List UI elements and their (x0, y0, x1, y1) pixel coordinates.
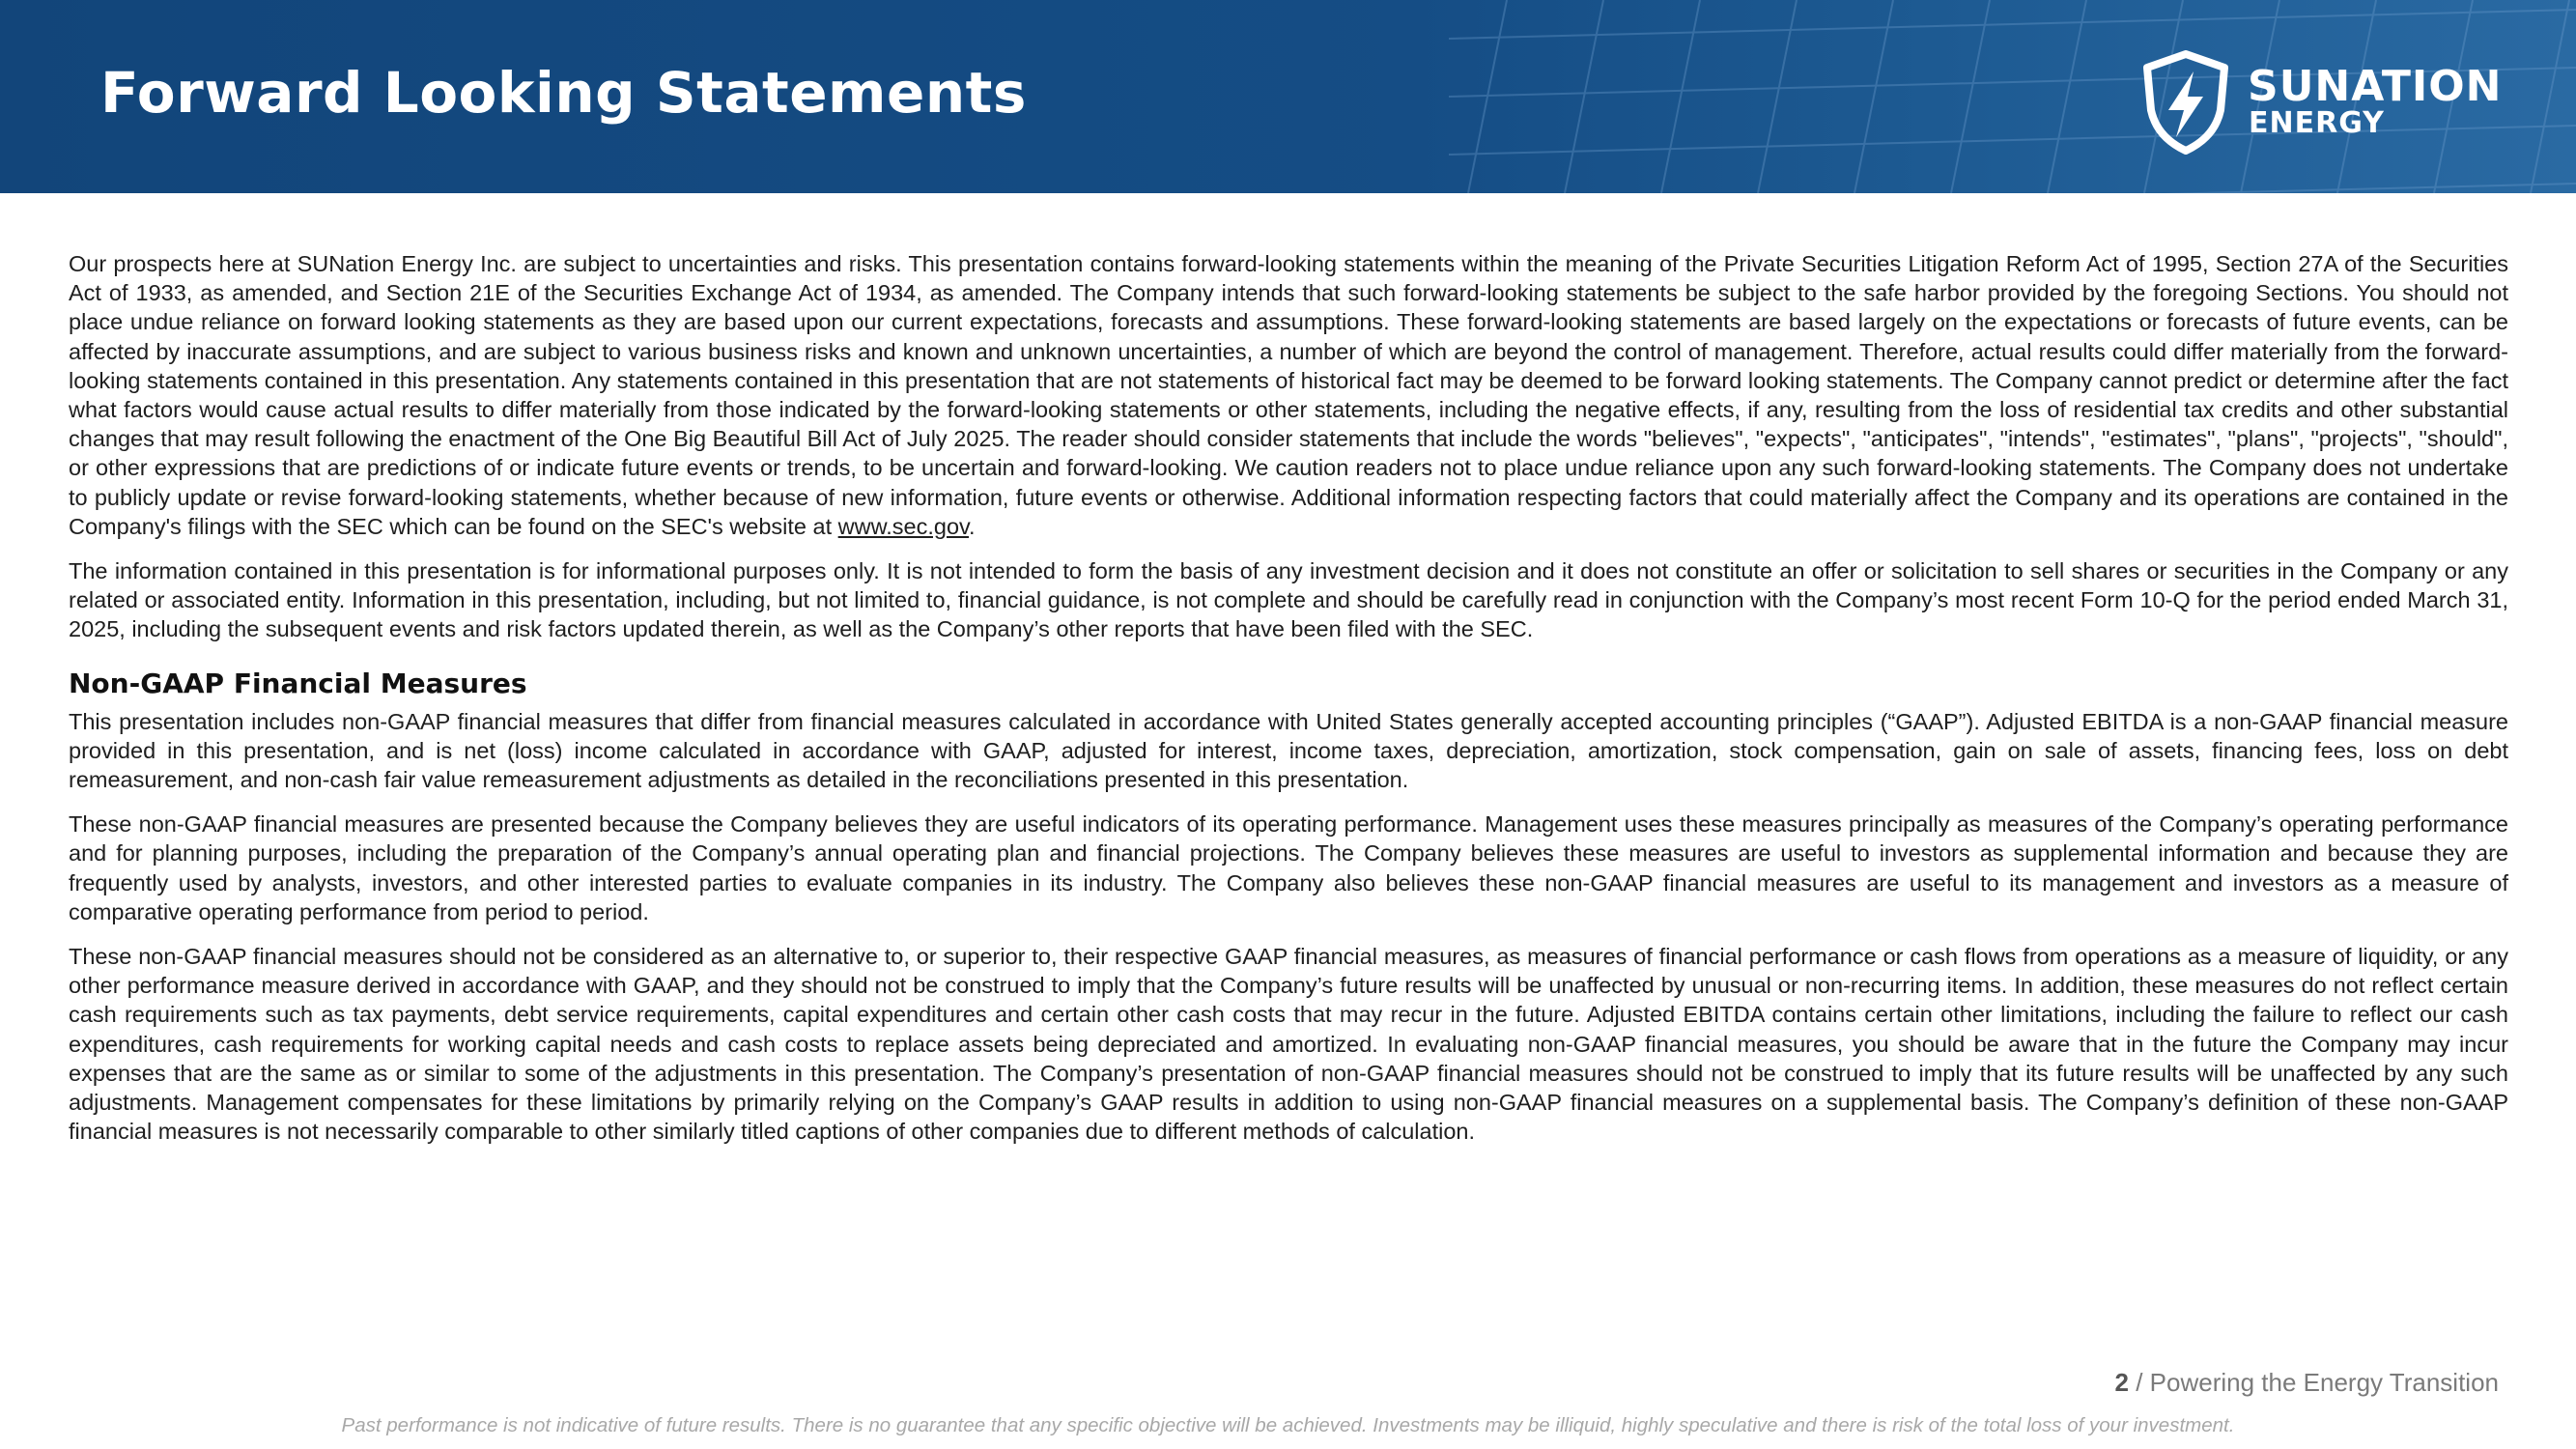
footer-disclaimer: Past performance is not indicative of future results. There is no guarantee that any specific objective will be achieved. Investments may be illiquid, highly speculative and there is risk of the total loss of your investment. (341, 1414, 2235, 1436)
non-gaap-paragraph-3: These non-GAAP financial measures should not be considered as an alternative to, or superior to, their respective GAAP financial measures, as measures of financial performance or cash flows from operations as a measure of liquidity, or any other performance measure derived in accordance with GAAP, and they should not be construed to imply that the Company’s future results will be unaffected by unusual or non-recurring items. In addition, these measures do not reflect certain cash requirements such as tax payments, debt service requirements, capital expenditures and certain other cash costs that may recur in the future. Adjusted EBITDA contains certain other limitations, including the failure to reflect our cash expenditures, cash requirements for working capital needs and cash costs to replace assets being depreciated and amortized. In evaluating non-GAAP financial measures, you should be aware that in the future the Company may incur expenses that are the same as or similar to some of the adjustments in this presentation. The Company’s presentation of non-GAAP financial measures should not be construed to imply that its future results will be unaffected by any such adjustments. Management compensates for these limitations by primarily relying on the Company’s GAAP results in addition to using non-GAAP financial measures on a supplemental basis. The Company’s definition of these non-GAAP financial measures is not necessarily comparable to other similarly titled captions of other companies due to different methods of calculation. (69, 944, 2508, 1145)
sec-website-link[interactable]: www.sec.gov (837, 513, 970, 539)
non-gaap-paragraph-1: This presentation includes non-GAAP financial measures that differ from financial measures calculated in accordance with United States generally accepted accounting principles (“GAAP”). Adjusted EBITDA is a non-GAAP financial measure provided in this presentation, and is net (loss) income calculated in accordance with GAAP, adjusted for interest, income taxes, depreciation, amortization, stock compensation, gain on sale of assets, financing fees, loss on debt remeasurement, and non-cash fair value remeasurement adjustments as detailed in the reconciliations presented in this presentation. (69, 708, 2508, 793)
logo-subtitle: ENERGY (2249, 106, 2385, 140)
non-gaap-paragraph-2: These non-GAAP financial measures are presented because the Company believes they are useful indicators of its operating performance. Management uses these measures principally as measures of the Company’s operating performance and for planning purposes, including the preparation of the Company’s annual operating plan and financial projections. The Company believes these measures are useful to investors as supplemental information and because they are frequently used by analysts, investors, and other interested parties to evaluate companies in its industry. The Company also believes these non-GAAP financial measures are useful to its management and investors as a measure of comparative operating performance from period to period. (69, 811, 2508, 924)
logo-wordmark: SUNATION (2248, 62, 2503, 111)
statement-body (69, 249, 2508, 1161)
information-paragraph: The information contained in this presentation is for informational purposes only. It is not intended to form the basis of any investment decision and it does not constitute an offer or solicitation to sell shares or securities in the Company or any related or associated entity. Information in this presentation, including, but not limited to, financial guidance, is not complete and should be carefully read in conjunction with the Company’s most recent Form 10-Q for the period ended March 31, 2025, including the subsequent events and risk factors updated therein, as well as the Company’s other reports that have been filed with the SEC. (69, 558, 2508, 642)
paragraph-text: Our prospects here at SUNation Energy Inc. are subject to uncertainties and risks. This presentation contains forward-looking statements within the meaning of the Private Securities Litigation Reform Act of 1995, Section 27A of the Securities Act of 1933, as amended, and Section 21E of the Securities Exchange Act of 1934, as amended. The Company intends that such forward-looking statements be subject to the safe harbor provided by the foregoing Sections. You should not place undue reliance on forward looking statements as they are based upon our current expectations, forecasts and assumptions. These forward-looking statements are based largely on the expectations or forecasts of future events, can be affected by inaccurate assumptions, and are subject to various business risks and known and unknown uncertainties, a number of which are beyond the control of management. Therefore, actual results could differ materially from the forward-looking statements contained in this presentation. Any statements contained in this presentation that are not statements of historical fact may be deemed to be forward looking statements. The Company cannot predict or determine after the fact what factors would cause actual results to differ materially from those indicated by the forward-looking statements or other statements, including the negative effects, if any, resulting from the loss of residential tax credits and other substantial changes that may result following the enactment of the One Big Beautiful Bill Act of July 2025. The reader should consider statements that include the words "believes", "expects", "anticipates", "intends", "estimates", "plans", "projects", "should", or other expressions that are predictions of or indicate future events or trends, to be uncertain and forward-looking. We caution readers not to place undue reliance upon any such forward-looking statements. The Company does not undertake to publicly update or revise forward-looking statements, whether because of new information, future events or otherwise. Additional information respecting factors that could materially affect the Company and its operations are contained in the Company's filings with the SEC which can be found on the SEC's website at (69, 251, 2508, 539)
header-banner (0, 0, 2576, 193)
paragraph-text-end: . (969, 513, 976, 539)
sunation-logo (2139, 50, 2526, 156)
page-title: Forward Looking Statements (100, 60, 1027, 126)
forward-looking-paragraph (69, 249, 2508, 541)
page-tagline: / Powering the Energy Transition (2129, 1368, 2499, 1397)
non-gaap-heading: Non-GAAP Financial Measures (69, 667, 527, 699)
shield-bolt-icon (2139, 50, 2232, 155)
page-number: 2 (2114, 1368, 2130, 1397)
page-indicator (2115, 1368, 2499, 1398)
